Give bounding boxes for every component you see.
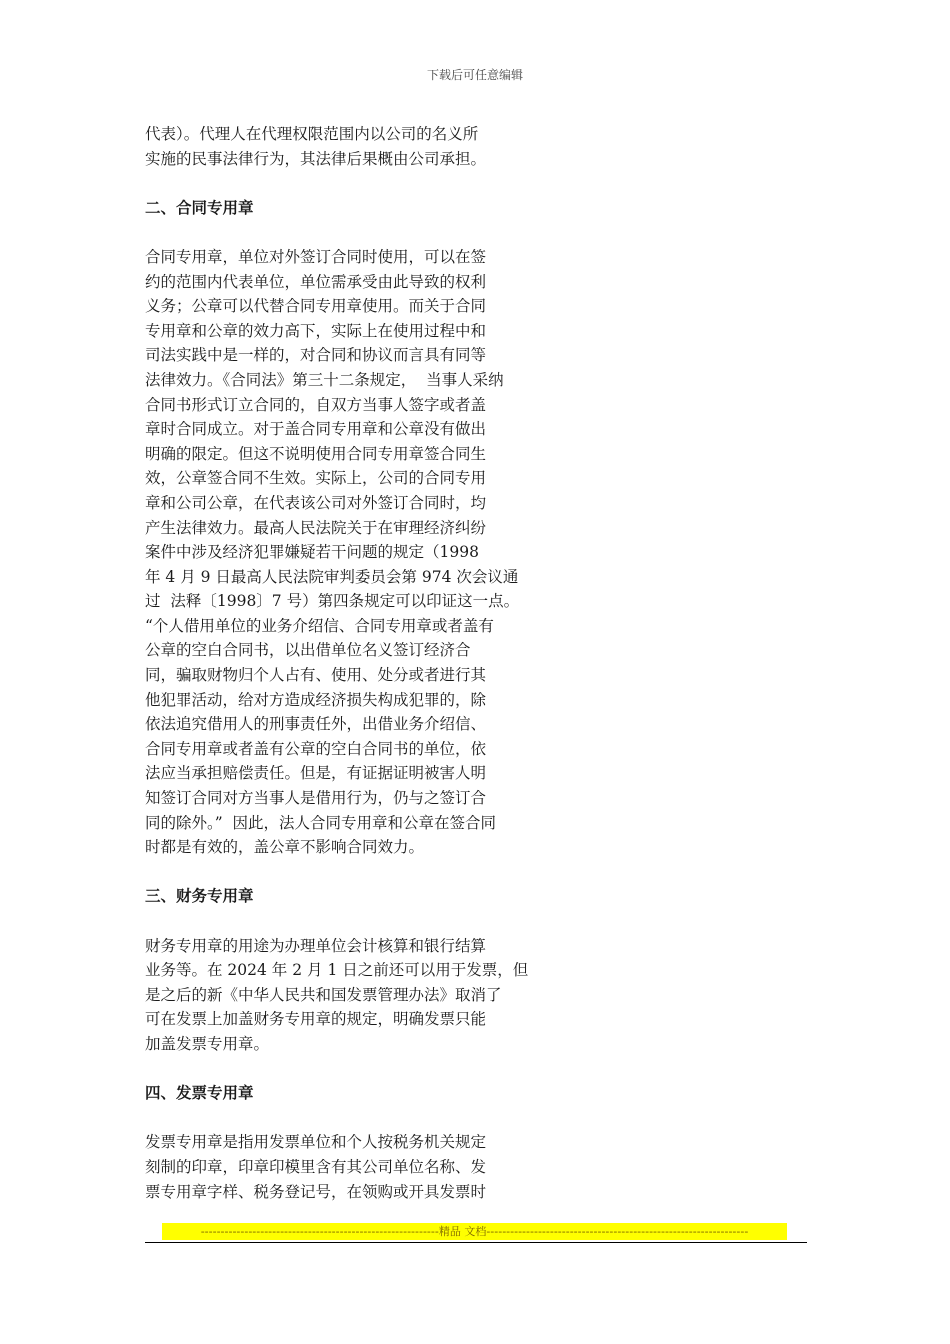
section-heading-contract-seal: 二、合同专用章 [145,197,254,217]
text-line: 同的除外。” 因此，法人合同专用章和公章在签合同 [145,813,497,832]
text-line: 案件中涉及经济犯罪嫌疑若干问题的规定（1998 [145,543,479,562]
text-line: “个人借用单位的业务介绍信、合同专用章或者盖有 [145,616,494,635]
text-line: 年 4 月 9 日最高人民法院审判委员会第 974 次会议通 [145,567,519,586]
text-line: 财务专用章的用途为办理单位会计核算和银行结算 [145,936,487,955]
text-line: 合同专用章，单位对外签订合同时使用，可以在签 [145,247,487,266]
section-paragraph-invoice-seal [145,1130,565,1204]
text-line: 代表）。代理人在代理权限范围内以公司的名义所 [145,125,479,143]
text-line: 时都是有效的，盖公章不影响合同效力。 [145,838,425,857]
footer-divider [145,1242,807,1243]
text-line: 章和公司公章，在代表该公司对外签订合同时，均 [145,493,487,512]
text-line: 刻制的印章，印章印模里含有其公司单位名称、发 [145,1157,487,1176]
text-line: 他犯罪活动，给对方造成经济损失构成犯罪的，除 [145,690,487,709]
page-footer-banner: ------------------------------------------------------------精品 文档------------------------------------------------------------------ [162,1223,787,1240]
text-line: 约的范围内代表单位，单位需承受由此导致的权利 [145,272,487,291]
text-line: 是之后的新《中华人民共和国发票管理办法》取消了 [145,985,502,1004]
page-header: 下载后可任意编辑 [426,68,523,82]
text-line: 同，骗取财物归个人占有、使用、处分或者进行其 [145,666,487,685]
text-line: 章时合同成立。对于盖合同专用章和公章没有做出 [145,420,487,439]
text-line: 业务等。在 2024 年 2 月 1 日之前还可以用于发票，但 [145,961,529,980]
text-line: 过 法释〔1998〕7 号）第四条规定可以印证这一点。 [145,592,520,611]
text-line: 专用章和公章的效力高下，实际上在使用过程中和 [145,321,487,340]
section-heading-invoice-seal: 四、发票专用章 [145,1083,254,1103]
text-line: 加盖发票专用章。 [145,1034,270,1053]
text-line: 票专用章字样、税务登记号，在领购或开具发票时 [145,1182,487,1201]
text-line: 义务；公章可以代替合同专用章使用。而关于合同 [145,297,487,316]
text-line: 知签订合同对方当事人是借用行为，仍与之签订合 [145,789,487,808]
intro-paragraph [145,122,565,171]
section-heading-finance-seal: 三、财务专用章 [145,886,254,906]
text-line: 可在发票上加盖财务专用章的规定，明确发票只能 [145,1010,487,1029]
text-line: 实施的民事法律行为，其法律后果概由公司承担。 [145,149,487,168]
document-body [145,122,565,1204]
text-line: 产生法律效力。最高人民法院关于在审理经济纠纷 [145,518,487,537]
text-line: 法应当承担赔偿责任。但是，有证据证明被害人明 [145,764,487,783]
text-line: 司法实践中是一样的，对合同和协议而言具有同等 [145,346,487,365]
text-line: 明确的限定。但这不说明使用合同专用章签合同生 [145,444,487,463]
text-line: 依法追究借用人的刑事责任外，出借业务介绍信、 [145,715,487,734]
section-paragraph-finance-seal [145,934,565,1057]
text-line: 发票专用章是指用发票单位和个人按税务机关规定 [145,1133,487,1152]
text-line: 合同书形式订立合同的，自双方当事人签字或者盖 [145,395,487,414]
text-line: 法律效力。《合同法》第三十二条规定， 当事人采纳 [145,370,504,389]
text-line: 合同专用章或者盖有公章的空白合同书的单位，依 [145,739,487,758]
text-line: 公章的空白合同书，以出借单位名义签订经济合 [145,641,471,660]
section-paragraph-contract-seal [145,245,565,860]
text-line: 效，公章签合同不生效。实际上，公司的合同专用 [145,469,487,488]
